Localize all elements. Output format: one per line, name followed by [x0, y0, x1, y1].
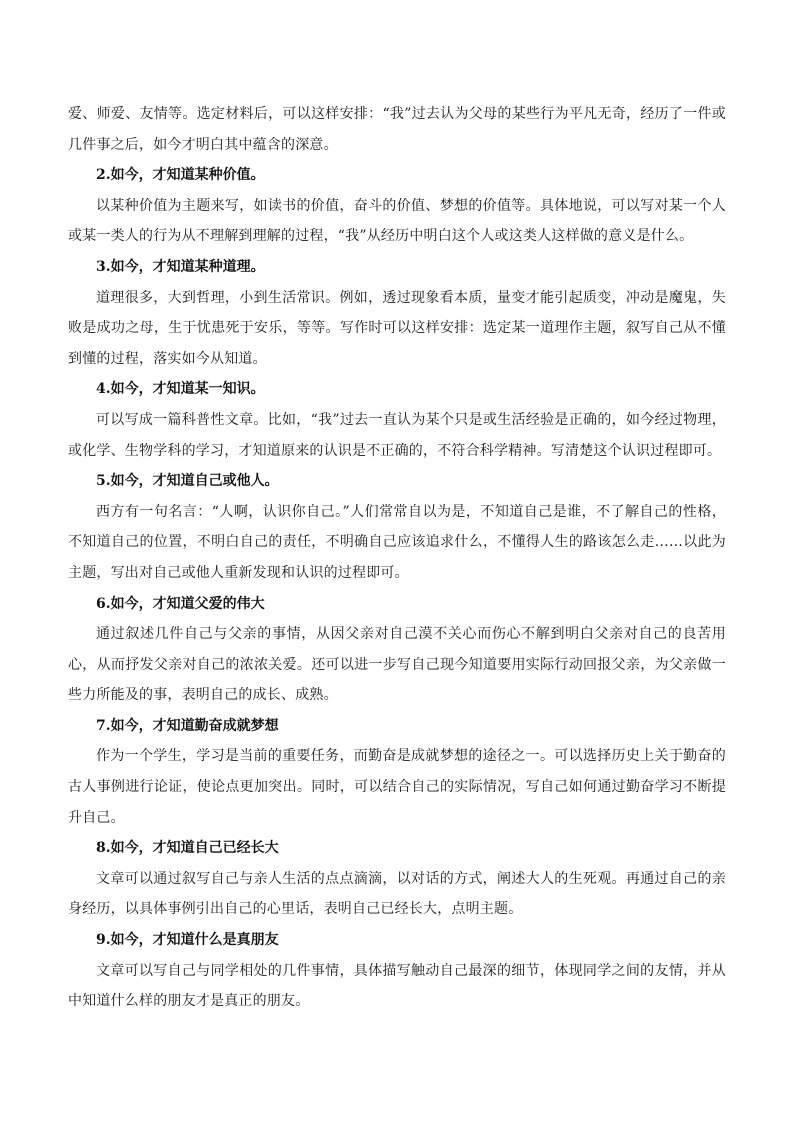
- section-heading-7: 7.如今，才知道勤奋成就梦想: [96, 717, 279, 734]
- section-body-3: 道理很多，大到哲理，小到生活常识。例如，透过现象看本质，量变才能引起质变，冲动是魔鬼，失败是成功之母，生于忧患死于安乐，等等。写作时可以这样安排：选定某一道理作主题，叙写自己从不懂到懂的过程，落实如今从知道。: [68, 289, 726, 367]
- section-heading-3: 3.如今，才知道某种道理。: [96, 258, 265, 275]
- section-body-2: 以某种价值为主题来写，如读书的价值，奋斗的价值、梦想的价值等。具体地说，可以写对某一个人或某一类人的行为从不理解到理解的过程，“我”从经历中明白这个人或这类人这样做的意义是什么。: [68, 197, 726, 245]
- section-heading-2: 2.如今，才知道某种价值。: [96, 167, 265, 184]
- section-heading-4: 4.如今，才知道某一知识。: [96, 381, 265, 398]
- section-body-7: 作为一个学生，学习是当前的重要任务，而勤奋是成就梦想的途径之一。可以选择历史上关于勤奋的古人事例进行论证，使论点更加突出。同时，可以结合自己的实际情况，写自己如何通过勤奋学习不断提升自己。: [68, 748, 726, 826]
- section-body-9: 文章可以写自己与同学相处的几件事情，具体描写触动自己最深的细节，体现同学之间的友情，并从中知道什么样的朋友才是真正的朋友。: [68, 962, 726, 1010]
- section-body-8: 文章可以通过叙写自己与亲人生活的点点滴滴，以对话的方式，阐述大人的生死观。再通过自己的亲身经历，以具体事例引出自己的心里话，表明自己已经长大，点明主题。: [68, 870, 726, 918]
- section-heading-5: 5.如今，才知道自己或他人。: [96, 473, 279, 490]
- section-heading-9: 9.如今，才知道什么是真朋友: [96, 932, 279, 949]
- section-body-6: 通过叙述几件自己与父亲的事情，从因父亲对自己漠不关心而伤心不解到明白父亲对自己的良苦用心，从而抒发父亲对自己的浓浓关爱。还可以进一步写自己现今知道要用实际行动回报父亲，为父亲做一些力所能及的事，表明自己的成长、成熟。: [68, 626, 726, 704]
- section-heading-6: 6.如今，才知道父爱的伟大: [96, 595, 265, 612]
- document-body: [68, 99, 726, 1017]
- section-heading-8: 8.如今，才知道自己已经长大: [96, 840, 279, 857]
- intro-paragraph: 爱、师爱、友情等。选定材料后，可以这样安排：“我”过去认为父母的某些行为平凡无奇，经历了一件或几件事之后，如今才明白其中蕴含的深意。: [68, 106, 726, 153]
- section-body-4: 可以写成一篇科普性文章。比如，“我”过去一直认为某个只是或生活经验是正确的，如今经过物理，或化学、生物学科的学习，才知道原来的认识是不正确的，不符合科学精神。写清楚这个认识过程即可。: [68, 411, 726, 459]
- section-body-5: 西方有一句名言：“人啊，认识你自己。”人们常常自以为是，不知道自己是谁，不了解自己的性格，不知道自己的位置，不明白自己的责任，不明确自己应该追求什么，不懂得人生的路该怎么走……以此为主题，写出对自己或他人重新发现和认识的过程即可。: [68, 503, 726, 581]
